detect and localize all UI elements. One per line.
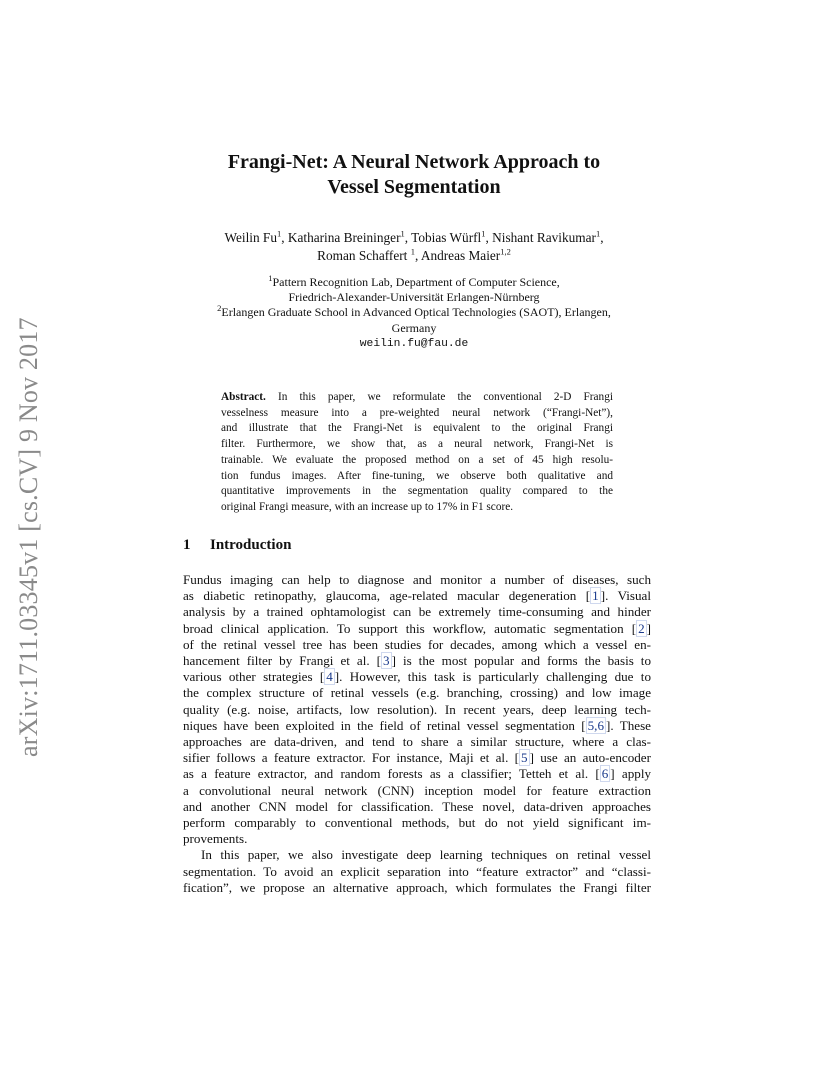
arxiv-identifier: arXiv:1711.03345v1 [cs.CV] 9 Nov 2017 xyxy=(14,317,43,757)
contact-email[interactable]: weilin.fu@fau.de xyxy=(359,337,469,350)
body-line: a convolutional neural network (CNN) inception model for feature extraction xyxy=(183,782,651,798)
author-line-2 xyxy=(160,247,668,265)
affiliation-line-3 xyxy=(150,305,678,320)
author-name: , Tobias Würfl xyxy=(404,230,482,245)
body-text: as diabetic retinopathy, glaucoma, age-related macular degeneration xyxy=(183,588,586,604)
affiliation-text: Pattern Recognition Lab, Department of Computer Science, xyxy=(272,275,560,289)
citation-link[interactable]: 5 xyxy=(521,750,528,766)
body-text: broad clinical application. To support this workflow, automatic segmentation xyxy=(183,620,632,636)
abstract-line: quantitative improvements in the segmentation quality compared to the xyxy=(221,485,613,498)
body-line: sifier follows a feature extractor. For instance, Maji et al. [ 5 ] use an auto-encoder xyxy=(183,750,651,766)
body-text: as a feature extractor, and random forests as a classifier; Tetteh et al. xyxy=(183,766,596,782)
author-name: Roman Schaffert xyxy=(317,248,411,263)
author-affil-mark: 1 xyxy=(481,228,486,239)
author-name: Weilin Fu xyxy=(224,230,277,245)
affiliation-mark: 2 xyxy=(217,303,222,314)
body-line: as a feature extractor, and random forests as a classifier; Tetteh et al. [ 6 ] apply xyxy=(183,766,652,782)
abstract-text: In this paper, we reformulate the conventional 2-D Frangi xyxy=(265,391,613,403)
affiliations xyxy=(150,275,678,352)
body-line: In this paper, we also investigate deep learning techniques on retinal vessel xyxy=(201,847,651,863)
abstract-line: vesselness measure into a pre-weighted neural network (“Frangi-Net”), xyxy=(221,406,613,419)
abstract-line: filter. Furthermore, we show that, as a neural network, Frangi-Net is xyxy=(221,438,613,451)
body-text: hancement filter by Frangi et al. xyxy=(183,653,377,669)
author-separator: , xyxy=(600,230,604,245)
citation-link[interactable]: 5,6 xyxy=(587,717,604,733)
body-line: the complex structure of retinal vessels (e.g. branching, crossing) and low image xyxy=(183,685,651,701)
body-line: segmentation. To avoid an explicit separation into “feature extractor” and “classi- xyxy=(183,863,651,879)
author-affil-mark: 1 xyxy=(410,246,415,257)
affiliation-mark: 1 xyxy=(268,273,273,283)
body-text: . These xyxy=(610,717,651,733)
body-text: sifier follows a feature extractor. For instance, Maji et al. xyxy=(183,750,515,766)
body-line: of the retinal vessel tree has been studies for decades, among which a vessel en- xyxy=(183,636,651,652)
body-line: as diabetic retinopathy, glaucoma, age-related macular degeneration [ 1 ]. Visual xyxy=(183,588,651,604)
author-list xyxy=(160,229,668,265)
body-text: is the most popular and forms the basis to xyxy=(395,653,651,669)
body-text: niques have been exploited in the field of retinal vessel segmentation xyxy=(183,717,582,733)
citation-link[interactable]: 3 xyxy=(383,653,390,669)
abstract-line: original Frangi measure, with an increase up to 17% in F1 score. xyxy=(221,500,514,513)
affiliation-text: Erlangen Graduate School in Advanced Optical Technologies (SAOT), Erlangen, xyxy=(221,305,611,320)
abstract xyxy=(221,390,613,516)
body-text: apply xyxy=(614,766,652,782)
affiliation-line-1 xyxy=(150,275,678,290)
body-line: quality (e.g. noise, artifacts, low resolution). In recent years, deep learning tech- xyxy=(183,701,651,717)
section-number: 1 xyxy=(183,537,191,553)
author-name: , Nishant Ravikumar xyxy=(485,230,596,245)
body-line: analysis by a trained ophtamologist can be extremely time-consuming and hinder xyxy=(183,604,651,620)
body-line: hancement filter by Frangi et al. [ 3 ] is the most popular and forms the basis to xyxy=(183,653,651,669)
citation-link[interactable]: 2 xyxy=(638,620,645,636)
author-name: , Andreas Maier xyxy=(414,248,501,263)
author-affil-mark: 1 xyxy=(595,228,601,239)
body-line: Fundus imaging can help to diagnose and monitor a number of diseases, such xyxy=(183,572,651,587)
body-text: . However, this task is particularly challenging due to xyxy=(339,669,651,685)
abstract-line: trainable. We evaluate the proposed method on a set of 45 high resolu- xyxy=(221,453,613,466)
title-line-2: Vessel Segmentation xyxy=(327,176,501,198)
paper-title xyxy=(160,150,668,200)
citation-link[interactable]: 1 xyxy=(592,588,599,604)
body-line: broad clinical application. To support this workflow, automatic segmentation [ 2 ] xyxy=(183,620,651,636)
introduction-body xyxy=(183,572,651,896)
section-heading-introduction xyxy=(183,537,291,554)
body-line: and another CNN model for classification. These novel, data-driven approaches xyxy=(183,798,651,814)
body-text: various other strategies xyxy=(183,669,320,685)
abstract-line: tion fundus images. After fine-tuning, we observe both qualitative and xyxy=(221,469,613,482)
title-line-1: Frangi-Net: A Neural Network Approach to xyxy=(227,151,601,173)
body-line: niques have been exploited in the field of retinal vessel segmentation [ 5,6 ]. These xyxy=(183,717,651,733)
body-line: various other strategies [ 4 ]. However, this task is particularly challenging due to xyxy=(183,669,651,685)
affiliation-line-2: Friedrich-Alexander-Universität Erlangen-Nürnberg xyxy=(288,290,540,305)
author-line-1 xyxy=(160,229,668,247)
body-line: fication”, we propose an alternative approach, which formulates the Frangi filter xyxy=(183,879,651,895)
affiliation-line-4: Germany xyxy=(391,320,437,335)
author-affil-mark: 1,2 xyxy=(500,246,511,257)
author-affil-mark: 1 xyxy=(276,228,282,239)
body-line: provements. xyxy=(183,831,248,847)
citation-link[interactable]: 4 xyxy=(326,669,333,685)
abstract-line xyxy=(221,390,613,406)
abstract-label: Abstract. xyxy=(221,391,266,403)
author-affil-mark: 1 xyxy=(400,228,405,239)
body-line: perform comparably to conventional methods, but do not yield significant im- xyxy=(183,815,651,831)
citation-link[interactable]: 6 xyxy=(601,766,609,782)
abstract-line: and illustrate that the Frangi-Net is equivalent to the original Frangi xyxy=(221,422,613,435)
body-text: use an auto-encoder xyxy=(533,750,651,766)
body-line: approaches are data-driven, and tend to share a similar structure, where a clas- xyxy=(183,734,651,750)
section-title: Introduction xyxy=(210,537,292,553)
body-text: . Visual xyxy=(605,588,651,604)
author-name: , Katharina Breininger xyxy=(281,230,401,245)
